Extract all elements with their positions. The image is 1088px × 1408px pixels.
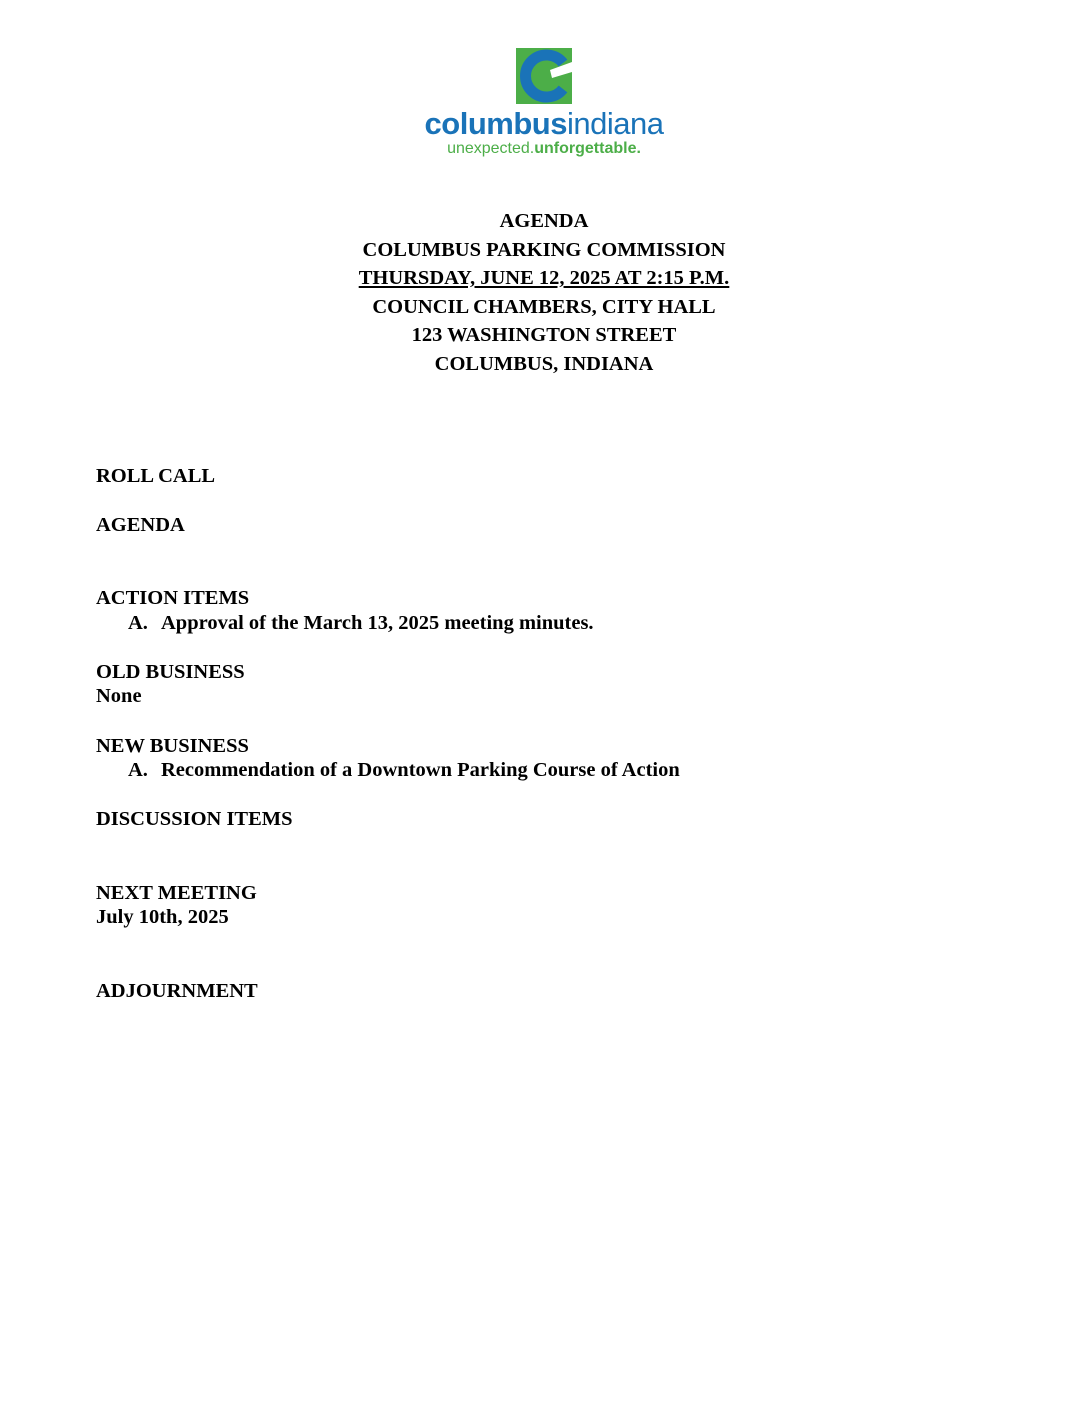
header-city: COLUMBUS, INDIANA — [434, 352, 654, 375]
header-street: 123 WASHINGTON STREET — [411, 324, 677, 346]
columbus-c-logo-icon — [516, 48, 572, 104]
logo-word-indiana: indiana — [566, 106, 664, 141]
old-business-heading: OLD BUSINESS — [96, 661, 245, 683]
action-items-heading: ACTION ITEMS — [96, 587, 250, 609]
agenda-heading: AGENDA — [96, 514, 185, 536]
new-business-item-text: Recommendation of a Downtown Parking Course of Action — [161, 759, 680, 781]
action-item-letter: A. — [128, 612, 148, 634]
action-item-text: Approval of the March 13, 2025 meeting minutes. — [161, 612, 594, 634]
header-date-time: THURSDAY, JUNE 12, 2025 AT 2:15 P.M. — [358, 267, 730, 289]
tagline-unexpected: unexpected. — [447, 140, 535, 157]
action-item — [128, 611, 594, 635]
next-meeting-date: July 10th, 2025 — [96, 906, 229, 928]
roll-call-heading: ROLL CALL — [96, 465, 216, 487]
logo — [0, 48, 1088, 158]
logo-word-columbus: columbus — [424, 106, 567, 141]
tagline-unforgettable: unforgettable. — [534, 140, 641, 157]
logo-tagline — [0, 140, 1088, 158]
header-commission: COLUMBUS PARKING COMMISSION — [362, 238, 726, 261]
agenda-header — [0, 207, 1088, 378]
new-business-item-letter: A. — [128, 759, 148, 781]
new-business-item — [128, 758, 680, 782]
header-title: AGENDA — [499, 210, 589, 232]
next-meeting-heading: NEXT MEETING — [96, 882, 257, 904]
logo-wordmark — [0, 108, 1088, 140]
new-business-heading: NEW BUSINESS — [96, 735, 249, 757]
header-location: COUNCIL CHAMBERS, CITY HALL — [372, 295, 716, 318]
adjournment-heading: ADJOURNMENT — [96, 980, 258, 1002]
discussion-items-heading: DISCUSSION ITEMS — [96, 808, 293, 830]
old-business-value: None — [96, 685, 142, 707]
